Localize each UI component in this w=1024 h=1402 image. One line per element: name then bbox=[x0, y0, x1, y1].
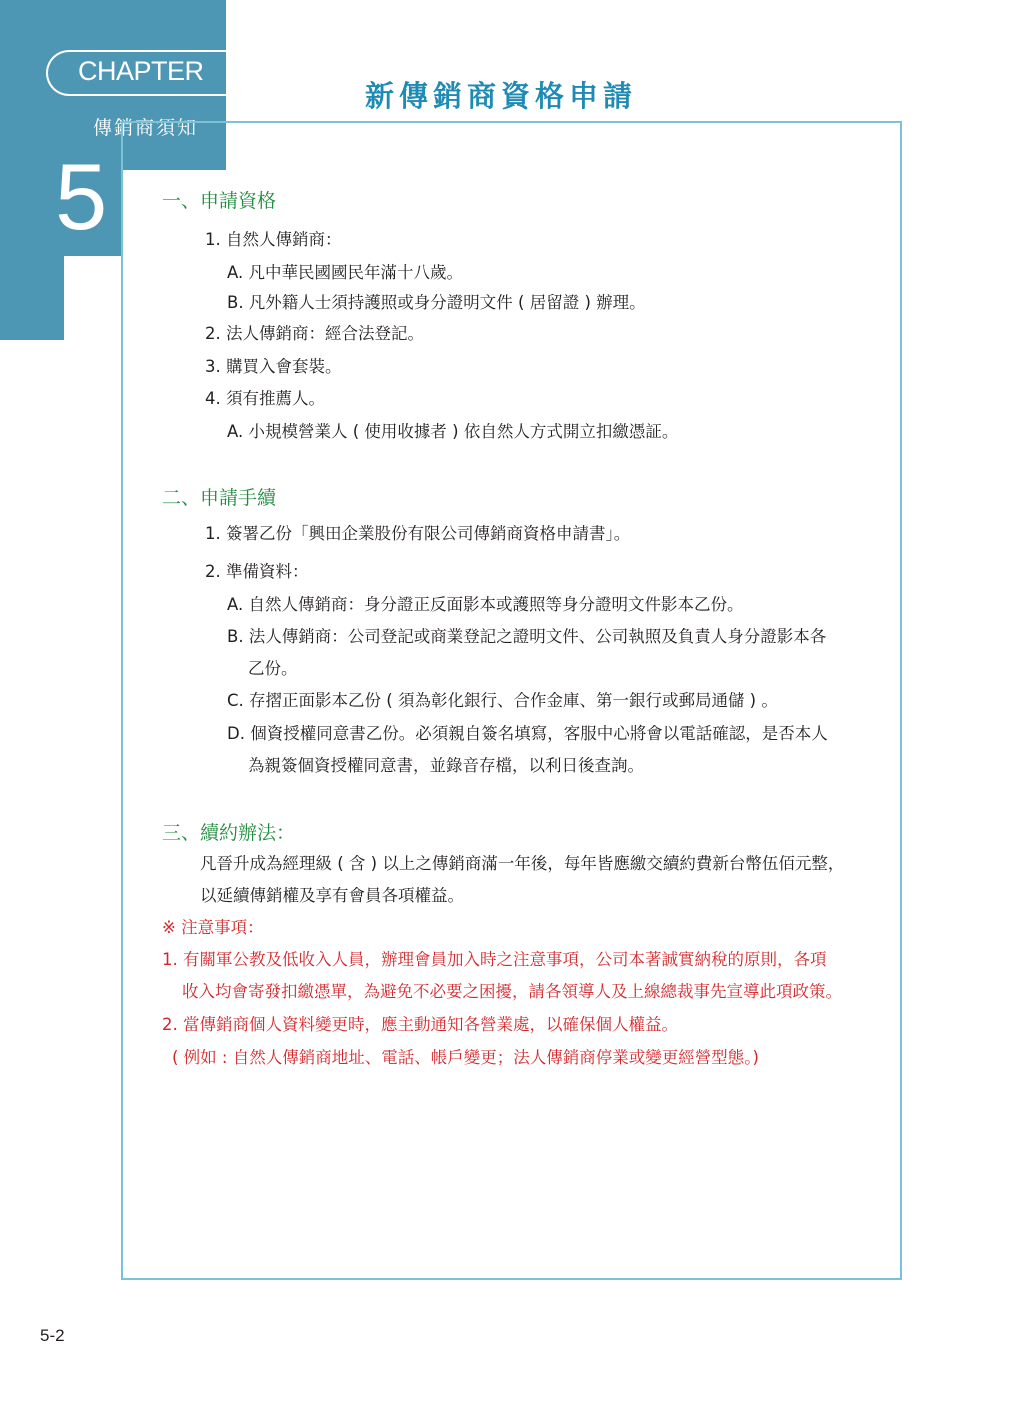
list-item: C. 存摺正面影本乙份 ( 須為彰化銀行、合作金庫、第一銀行或郵局通儲 ) 。 bbox=[227, 691, 778, 710]
paragraph-line: 以延續傳銷權及享有會員各項權益。 bbox=[200, 886, 464, 905]
note-item: 2. 當傳銷商個人資料變更時，應主動通知各營業處，以確保個人權益。 bbox=[162, 1015, 678, 1034]
list-item: A. 小規模營業人 ( 使用收據者 ) 依自然人方式開立扣繳憑証。 bbox=[227, 422, 679, 441]
list-item: B. 凡外籍人士須持護照或身分證明文件 ( 居留證 ) 辦理。 bbox=[227, 293, 646, 312]
chapter-tab-strip bbox=[0, 256, 64, 340]
section-heading-qualification: 一、申請資格 bbox=[162, 190, 277, 212]
list-item: A. 凡中華民國國民年滿十八歲。 bbox=[227, 263, 463, 282]
page-number: 5-2 bbox=[40, 1326, 65, 1345]
paragraph-line: 凡晉升成為經理級 ( 含 ) 以上之傳銷商滿一年後，每年皆應繳交續約費新台幣伍佰元整， bbox=[200, 854, 845, 873]
page-title: 新傳銷商資格申請 bbox=[365, 79, 638, 113]
list-item: 1. 自然人傳銷商： bbox=[205, 230, 342, 249]
list-item: A. 自然人傳銷商：身分證正反面影本或護照等身分證明文件影本乙份。 bbox=[227, 595, 744, 614]
note-example: ( 例如 : 自然人傳銷商地址、電話、帳戶變更；法人傳銷商停業或變更經營型態。) bbox=[172, 1048, 759, 1067]
list-item-continued: 乙份。 bbox=[248, 659, 298, 678]
section-heading-procedure: 二、申請手續 bbox=[162, 487, 277, 509]
list-item: 3. 購買入會套裝。 bbox=[205, 357, 342, 376]
list-item: D. 個資授權同意書乙份。必須親自簽名填寫，客服中心將會以電話確認，是否本人 bbox=[227, 724, 828, 743]
list-item: 1. 簽署乙份「興田企業股份有限公司傳銷商資格申請書」。 bbox=[205, 524, 631, 543]
list-item: B. 法人傳銷商：公司登記或商業登記之證明文件、公司執照及負責人身分證影本各 bbox=[227, 627, 827, 646]
chapter-label: CHAPTER bbox=[78, 56, 204, 86]
notes-heading: ※ 注意事項： bbox=[162, 918, 264, 937]
chapter-subtitle: 傳銷商須知 bbox=[93, 117, 199, 139]
note-item: 1. 有關軍公教及低收入人員，辦理會員加入時之注意事項，公司本著誠實納稅的原則，各項 bbox=[162, 950, 827, 969]
note-item-continued: 收入均會寄發扣繳憑單，為避免不必要之困擾，請各領導人及上線總裁事先宣導此項政策。 bbox=[182, 982, 842, 1001]
list-item: 4. 須有推薦人。 bbox=[205, 389, 325, 408]
chapter-number: 5 bbox=[55, 144, 108, 249]
list-item: 2. 法人傳銷商：經合法登記。 bbox=[205, 324, 424, 343]
list-item: 2. 準備資料： bbox=[205, 562, 309, 581]
section-heading-renewal: 三、續約辦法： bbox=[162, 822, 296, 844]
list-item-continued: 為親簽個資授權同意書，並錄音存檔，以利日後查詢。 bbox=[248, 756, 644, 775]
